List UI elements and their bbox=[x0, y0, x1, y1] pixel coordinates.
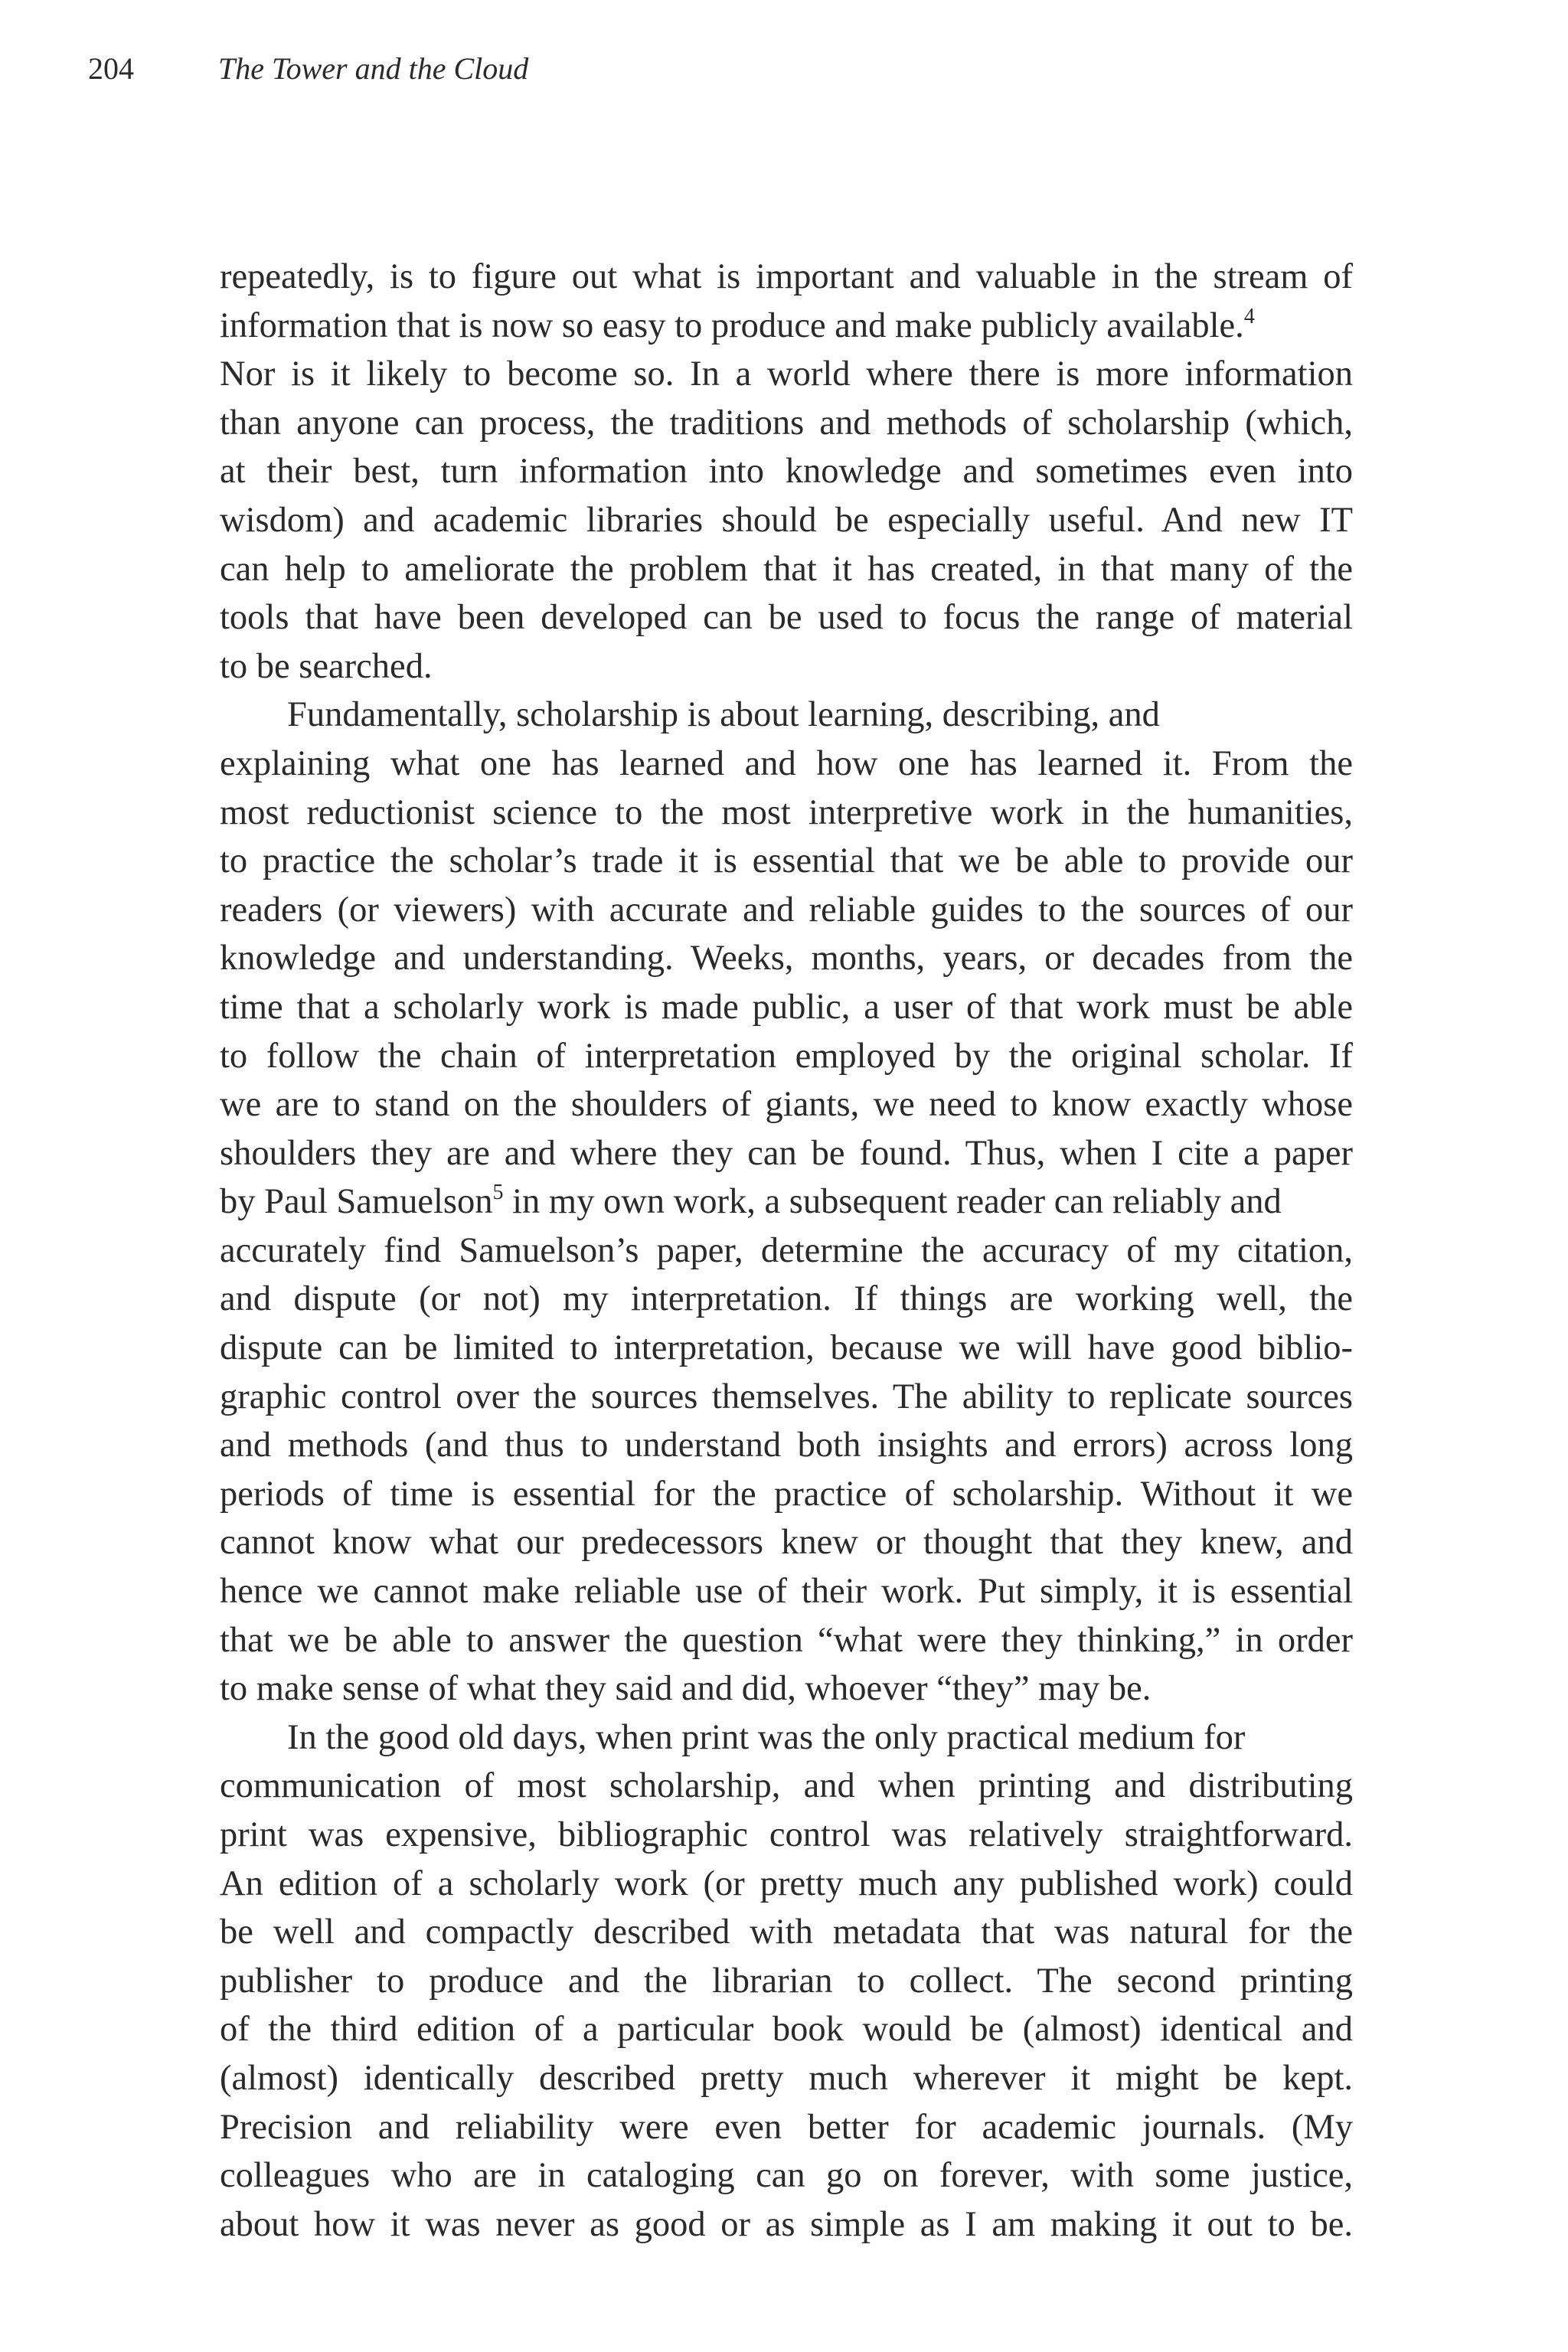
text-line: to follow the chain of interpretation employed by the original scholar. If bbox=[220, 1036, 1353, 1076]
text-line: periods of time is essential for the practice of scholarship. Without it we bbox=[220, 1474, 1353, 1514]
text-line: colleagues who are in cataloging can go on forever, with some justice, bbox=[220, 2156, 1353, 2196]
text-line: publisher to produce and the librarian to collect. The second printing bbox=[220, 1961, 1353, 2001]
text-line: and dispute (or not) my interpretation. If things are working well, the bbox=[220, 1279, 1353, 1319]
text-line: than anyone can process, the traditions and methods of scholarship (which, bbox=[220, 403, 1353, 443]
text-line: to make sense of what they said and did, whoever “they” may be. bbox=[220, 1669, 1152, 1709]
text-line: hence we cannot make reliable use of their work. Put simply, it is essential bbox=[220, 1572, 1353, 1612]
text-line: that we be able to answer the question “what were they thinking,” in order bbox=[220, 1620, 1353, 1660]
page-number: 204 bbox=[88, 51, 134, 86]
body-text bbox=[220, 253, 1353, 2249]
text-line: (almost) identically described pretty much wherever it might be kept. bbox=[220, 2058, 1353, 2098]
text-line: tools that have been developed can be used to focus the range of material bbox=[220, 598, 1353, 638]
text-line: information that is now so easy to produce and make publicly available.$^4$ bbox=[220, 304, 1255, 345]
text-line: by Paul Samuelson$^5$ in my own work, a subsequent reader can reliably and bbox=[220, 1181, 1282, 1222]
text-line: Nor is it likely to become so. In a world where there is more information bbox=[220, 354, 1353, 394]
text-line: communication of most scholarship, and when printing and distributing bbox=[220, 1766, 1353, 1806]
text-line: cannot know what our predecessors knew or thought that they knew, and bbox=[220, 1523, 1353, 1563]
text-line: graphic control over the sources themselves. The ability to replicate sources bbox=[220, 1377, 1353, 1416]
book-title: The Tower and the Cloud bbox=[218, 51, 529, 86]
paragraph-first-line: Fundamentally, scholarship is about learning, describing, and bbox=[287, 695, 1160, 735]
text-line: we are to stand on the shoulders of giants, we need to know exactly whose bbox=[220, 1085, 1353, 1125]
running-head bbox=[88, 49, 528, 89]
text-line: wisdom) and academic libraries should be especially useful. And new IT bbox=[220, 500, 1353, 540]
text-line: knowledge and understanding. Weeks, months, years, or decades from the bbox=[220, 939, 1353, 978]
text-line: shoulders they are and where they can be found. Thus, when I cite a paper bbox=[220, 1133, 1353, 1173]
text-line: accurately find Samuelson’s paper, determine the accuracy of my citation, bbox=[220, 1230, 1353, 1270]
text-line: explaining what one has learned and how one has learned it. From the bbox=[220, 743, 1353, 783]
text-line: to practice the scholar’s trade it is essential that we be able to provide our bbox=[220, 841, 1353, 881]
footnote-ref[interactable]: 4 bbox=[1243, 304, 1255, 328]
text-line: readers (or viewers) with accurate and reliable guides to the sources of our bbox=[220, 890, 1353, 929]
text-line: time that a scholarly work is made public, a user of that work must be able bbox=[220, 987, 1353, 1027]
text-line: be well and compactly described with metadata that was natural for the bbox=[220, 1913, 1353, 1952]
text-line: to be searched. bbox=[220, 646, 433, 686]
text-line: about how it was never as good or as simple as I am making it out to be. bbox=[220, 2204, 1353, 2244]
text-line: print was expensive, bibliographic control was relatively straightforward. bbox=[220, 1815, 1353, 1854]
text-line: An edition of a scholarly work (or pretty much any published work) could bbox=[220, 1864, 1353, 1903]
text-line: of the third edition of a particular book would be (almost) identical and bbox=[220, 2010, 1353, 2050]
text-line: can help to ameliorate the problem that it has created, in that many of the bbox=[220, 549, 1353, 589]
text-line: dispute can be limited to interpretation, because we will have good biblio- bbox=[220, 1328, 1353, 1368]
text-line: most reductionist science to the most interpretive work in the humanities, bbox=[220, 792, 1353, 832]
text-line: repeatedly, is to figure out what is important and valuable in the stream of bbox=[220, 257, 1353, 296]
text-line: and methods (and thus to understand both insights and errors) across long bbox=[220, 1426, 1353, 1465]
paragraph-first-line: In the good old days, when print was the only practical medium for bbox=[287, 1717, 1246, 1757]
text-line: Precision and reliability were even better for academic journals. (My bbox=[220, 2107, 1353, 2147]
text-line: at their best, turn information into knowledge and sometimes even into bbox=[220, 452, 1353, 492]
footnote-ref[interactable]: 5 bbox=[492, 1181, 504, 1205]
